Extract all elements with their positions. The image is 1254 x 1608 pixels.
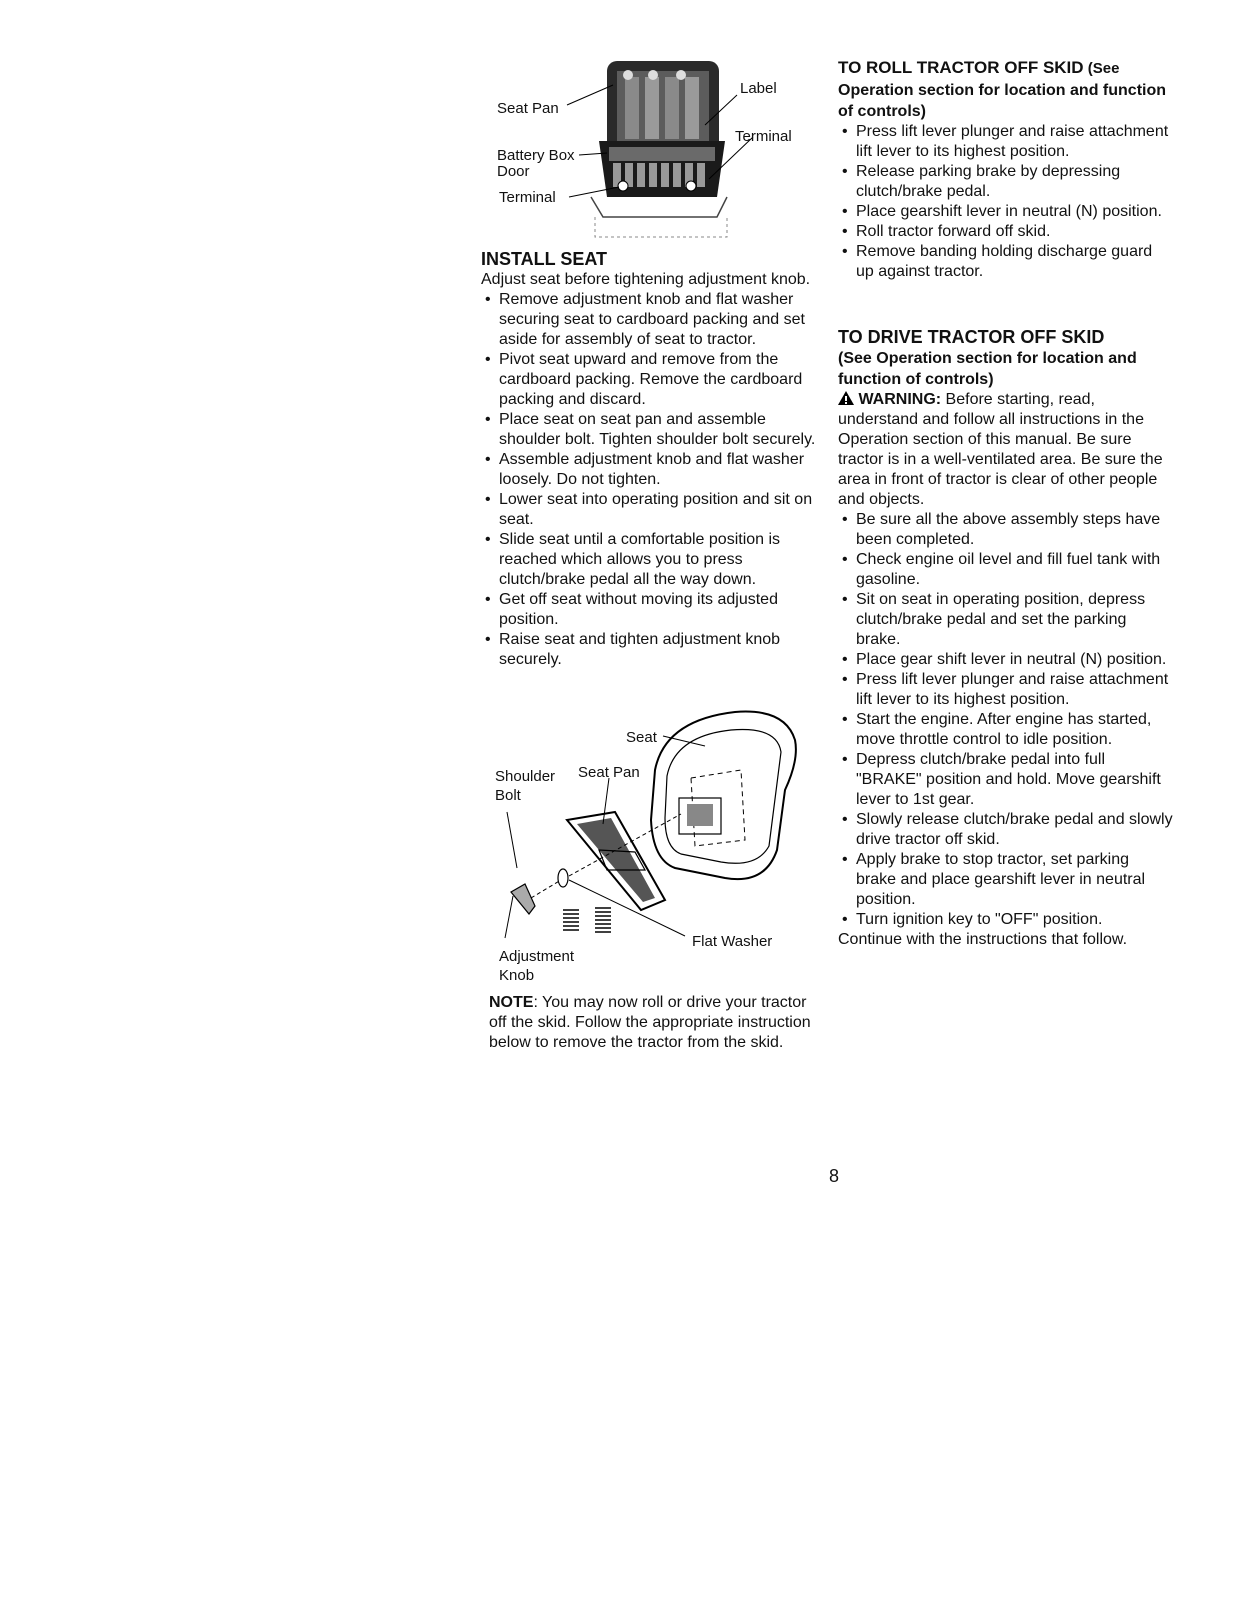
note-text: : You may now roll or drive your tractor off the skid. Follow the appropriate instruction below to remove the tractor from the skid. <box>489 994 811 1051</box>
list-item: • Remove adjustment knob and flat washer securing seat to cardboard packing and set aside for assembly of seat to tractor. <box>481 290 821 350</box>
list-item: • Place seat on seat pan and assemble shoulder bolt. Tighten shoulder bolt securely. <box>481 410 821 450</box>
shoulder-label: Shoulder <box>495 768 556 785</box>
warning-icon <box>838 391 858 408</box>
warning-paragraph <box>838 390 1173 510</box>
list-item: • Turn ignition key to "OFF" position. <box>838 910 1173 930</box>
battery-box-label: Battery Box <box>497 147 575 164</box>
list-item: • Lower seat into operating position and sit on seat. <box>481 490 821 530</box>
list-item: • Pivot seat upward and remove from the cardboard packing. Remove the cardboard packing and discard. <box>481 350 821 410</box>
flat-washer-label: Flat Washer <box>692 933 773 950</box>
list-item: • Start the engine. After engine has started, move throttle control to idle position. <box>838 710 1173 750</box>
list-item: • Place gear shift lever in neutral (N) position. <box>838 650 1173 670</box>
label-label: Label <box>740 80 777 97</box>
list-item: • Depress clutch/brake pedal into full "BRAKE" position and hold. Move gearshift lever to 1st gear. <box>838 750 1173 810</box>
list-item: • Press lift lever plunger and raise attachment lift lever to its highest position. <box>838 122 1173 162</box>
list-item: • Slowly release clutch/brake pedal and slowly drive tractor off skid. <box>838 810 1173 850</box>
page-number: 8 <box>829 1166 840 1186</box>
install-seat-steps <box>481 290 821 670</box>
warning-text: Before starting, read, understand and follow all instructions in the Operation section of this manual. Be sure tractor is in a well-ventilated area. Be sure the area in front of tractor is clear of other people and objects. <box>838 391 1163 508</box>
list-item: • Press lift lever plunger and raise attachment lift lever to its highest position. <box>838 670 1173 710</box>
list-item: • Check engine oil level and fill fuel tank with gasoline. <box>838 550 1173 590</box>
seat-pan-label-2: Seat Pan <box>578 764 640 781</box>
drive-off-steps <box>838 510 1173 930</box>
roll-off-heading: TO ROLL TRACTOR OFF SKID (See <box>838 58 1120 77</box>
list-item: • Place gearshift lever in neutral (N) position. <box>838 202 1173 222</box>
list-item: • Release parking brake by depressing clutch/brake pedal. <box>838 162 1173 202</box>
note-paragraph <box>489 993 819 1053</box>
list-item: • Raise seat and tighten adjustment knob securely. <box>481 630 821 670</box>
list-item: • Get off seat without moving its adjusted position. <box>481 590 821 630</box>
knob-label: Knob <box>499 967 535 984</box>
bolt-label: Bolt <box>495 787 521 804</box>
drive-off-section <box>838 326 1173 950</box>
list-item: • Remove banding holding discharge guard up against tractor. <box>838 242 1173 282</box>
door-label: Door <box>497 163 530 180</box>
seat-pan-label: Seat Pan <box>497 100 559 117</box>
roll-off-section <box>838 57 1173 282</box>
install-seat-section <box>481 248 821 670</box>
list-item: • Sit on seat in operating position, depress clutch/brake pedal and set the parking brake. <box>838 590 1173 650</box>
drive-off-subheading: (See Operation section for location and function of controls) <box>838 350 1137 388</box>
adjustment-label: Adjustment <box>499 948 575 965</box>
note-label: NOTE <box>489 994 534 1011</box>
list-item: • Slide seat until a comfortable position is reached which allows you to press clutch/brake pedal all the way down. <box>481 530 821 590</box>
list-item: • Assemble adjustment knob and flat washer loosely. Do not tighten. <box>481 450 821 490</box>
list-item: • Apply brake to stop tractor, set parking brake and place gearshift lever in neutral position. <box>838 850 1173 910</box>
install-seat-heading: INSTALL SEAT <box>481 249 607 269</box>
terminal-left-label: Terminal <box>499 189 556 206</box>
list-item: • Roll tractor forward off skid. <box>838 222 1173 242</box>
terminal-right-label: Terminal <box>735 128 792 145</box>
roll-off-subheading: Operation section for location and function of controls) <box>838 82 1167 120</box>
install-seat-intro: Adjust seat before tightening adjustment knob. <box>481 271 811 288</box>
warning-label: WARNING: <box>858 391 942 408</box>
seat-label: Seat <box>626 729 657 746</box>
list-item: • Be sure all the above assembly steps have been completed. <box>838 510 1173 550</box>
drive-off-heading: TO DRIVE TRACTOR OFF SKID <box>838 327 1105 347</box>
roll-off-steps <box>838 122 1173 282</box>
closing-text: Continue with the instructions that follow. <box>838 931 1128 948</box>
